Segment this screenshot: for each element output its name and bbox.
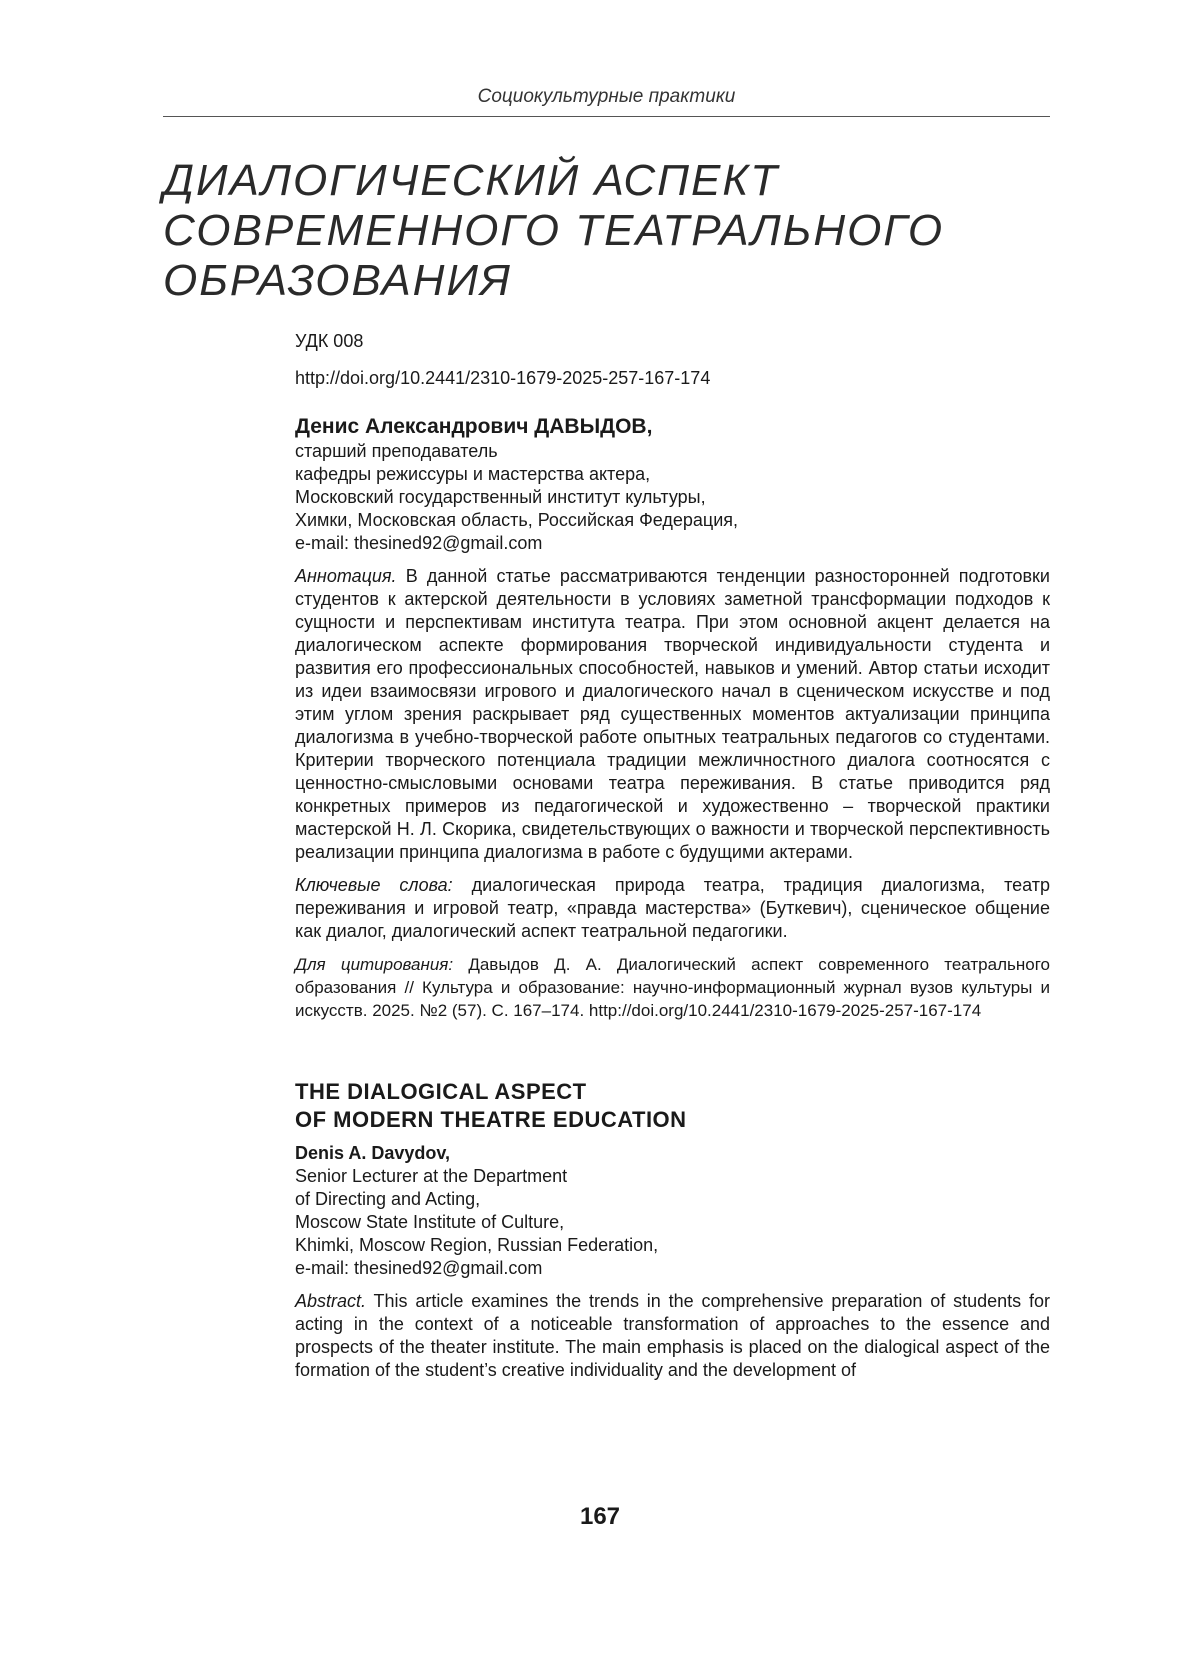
article-front-matter [295,330,1050,1382]
title-line: ОБРАЗОВАНИЯ [163,256,512,305]
title-line: ДИАЛОГИЧЕСКИЙ АСПЕКТ [163,156,780,205]
udk-code: УДК 008 [295,331,364,351]
abstract-en [295,1290,1050,1382]
affiliation-line: старший преподаватель [295,441,498,461]
affiliation-line: Химки, Московская область, Российская Федерация, [295,510,739,530]
doi-link[interactable]: http://doi.org/10.2441/2310-1679-2025-257-167-174 [295,368,711,388]
abstract-text-ru: В данной статье рассматриваются тенденции разносторонней подготовки студентов к актерской деятельности в условиях заметной трансформации подходов к сущности и перспективам института театра. При этом основной акцент делается на диалогическом аспекте формирования творческой индивидуальности студента и развития его профессиональных способностей, навыков и умений. Автор статьи исходит из идеи взаимосвязи игрового и диалогического начал в сценическом искусстве и под этим углом зрения раскрывает ряд существенных моментов актуализации принципа диалогизма в учебно-творческой работе опытных театральных педагогов со студентами. Критерии творческого потенциала традиции межличностного диалога соотносятся с ценностно-смысловыми основами театра переживания. В статье приводится ряд конкретных примеров из педагогической и художественно – творческой практики мастерской Н. Л. Скорика, свидетельствующих о важности и творческой перспективность реализации принципа диалогизма в работе с будущими актерами. [295,566,1050,862]
citation-label-ru: Для цитирования: [295,955,454,974]
abstract-label-ru: Аннотация. [295,566,397,586]
author-block-ru [295,414,1050,555]
author-affiliation-ru [295,440,1050,555]
affiliation-line: Senior Lecturer at the Department [295,1166,568,1186]
keywords-ru [295,874,1050,943]
citation-text-ru: Давыдов Д. А. Диалогический аспект современного театрального образования // Культура и образование: научно-информационный журнал вузов культуры и искусств. 2025. №2 (57). С. 167–174. http://doi.org/10.2441/2310-1679-2025-257-167-174 [295,955,1050,1020]
page-number: 167 [579,1503,621,1530]
abstract-ru [295,565,1050,864]
title-en-line: OF MODERN THEATRE EDUCATION [295,1107,687,1132]
affiliation-line: of Directing and Acting, [295,1189,481,1209]
author-email-en[interactable]: e-mail: thesined92@gmail.com [295,1258,543,1278]
affiliation-line: Khimki, Moscow Region, Russian Federation, [295,1235,659,1255]
article-title-ru [163,156,944,306]
affiliation-line: кафедры режиссуры и мастерства актера, [295,464,651,484]
citation-ru [295,953,1050,1022]
keywords-label-ru: Ключевые слова: [295,875,453,895]
header-rule [163,116,1050,117]
title-en-line: THE DIALOGICAL ASPECT [295,1079,587,1104]
author-email-ru[interactable]: e-mail: thesined92@gmail.com [295,533,543,553]
abstract-label-en: Abstract. [295,1291,367,1311]
affiliation-line: Московский государственный институт культуры, [295,487,706,507]
running-head: Социокультурные практики [477,86,736,107]
author-name-ru: Денис Александрович ДАВЫДОВ, [295,415,653,438]
keywords-text-ru: диалогическая природа театра, традиция диалогизма, театр переживания и игровой театр, «правда мастерства» (Буткевич), сценическое общение как диалог, диалогический аспект театральной педагогики. [295,875,1050,941]
author-affiliation-en [295,1165,1050,1280]
article-title-en [295,1078,1050,1134]
author-name-en: Denis A. Davydov, [295,1143,451,1163]
author-block-en [295,1142,1050,1280]
title-line: СОВРЕМЕННОГО ТЕАТРАЛЬНОГО [163,206,945,255]
abstract-text-en: This article examines the trends in the comprehensive preparation of students for acting in the context of a noticeable transformation of approaches to the essence and prospects of the theater institute. The main emphasis is placed on the dialogical aspect of the formation of the student’s creative individuality and the development of [295,1291,1050,1380]
affiliation-line: Moscow State Institute of Culture, [295,1212,565,1232]
